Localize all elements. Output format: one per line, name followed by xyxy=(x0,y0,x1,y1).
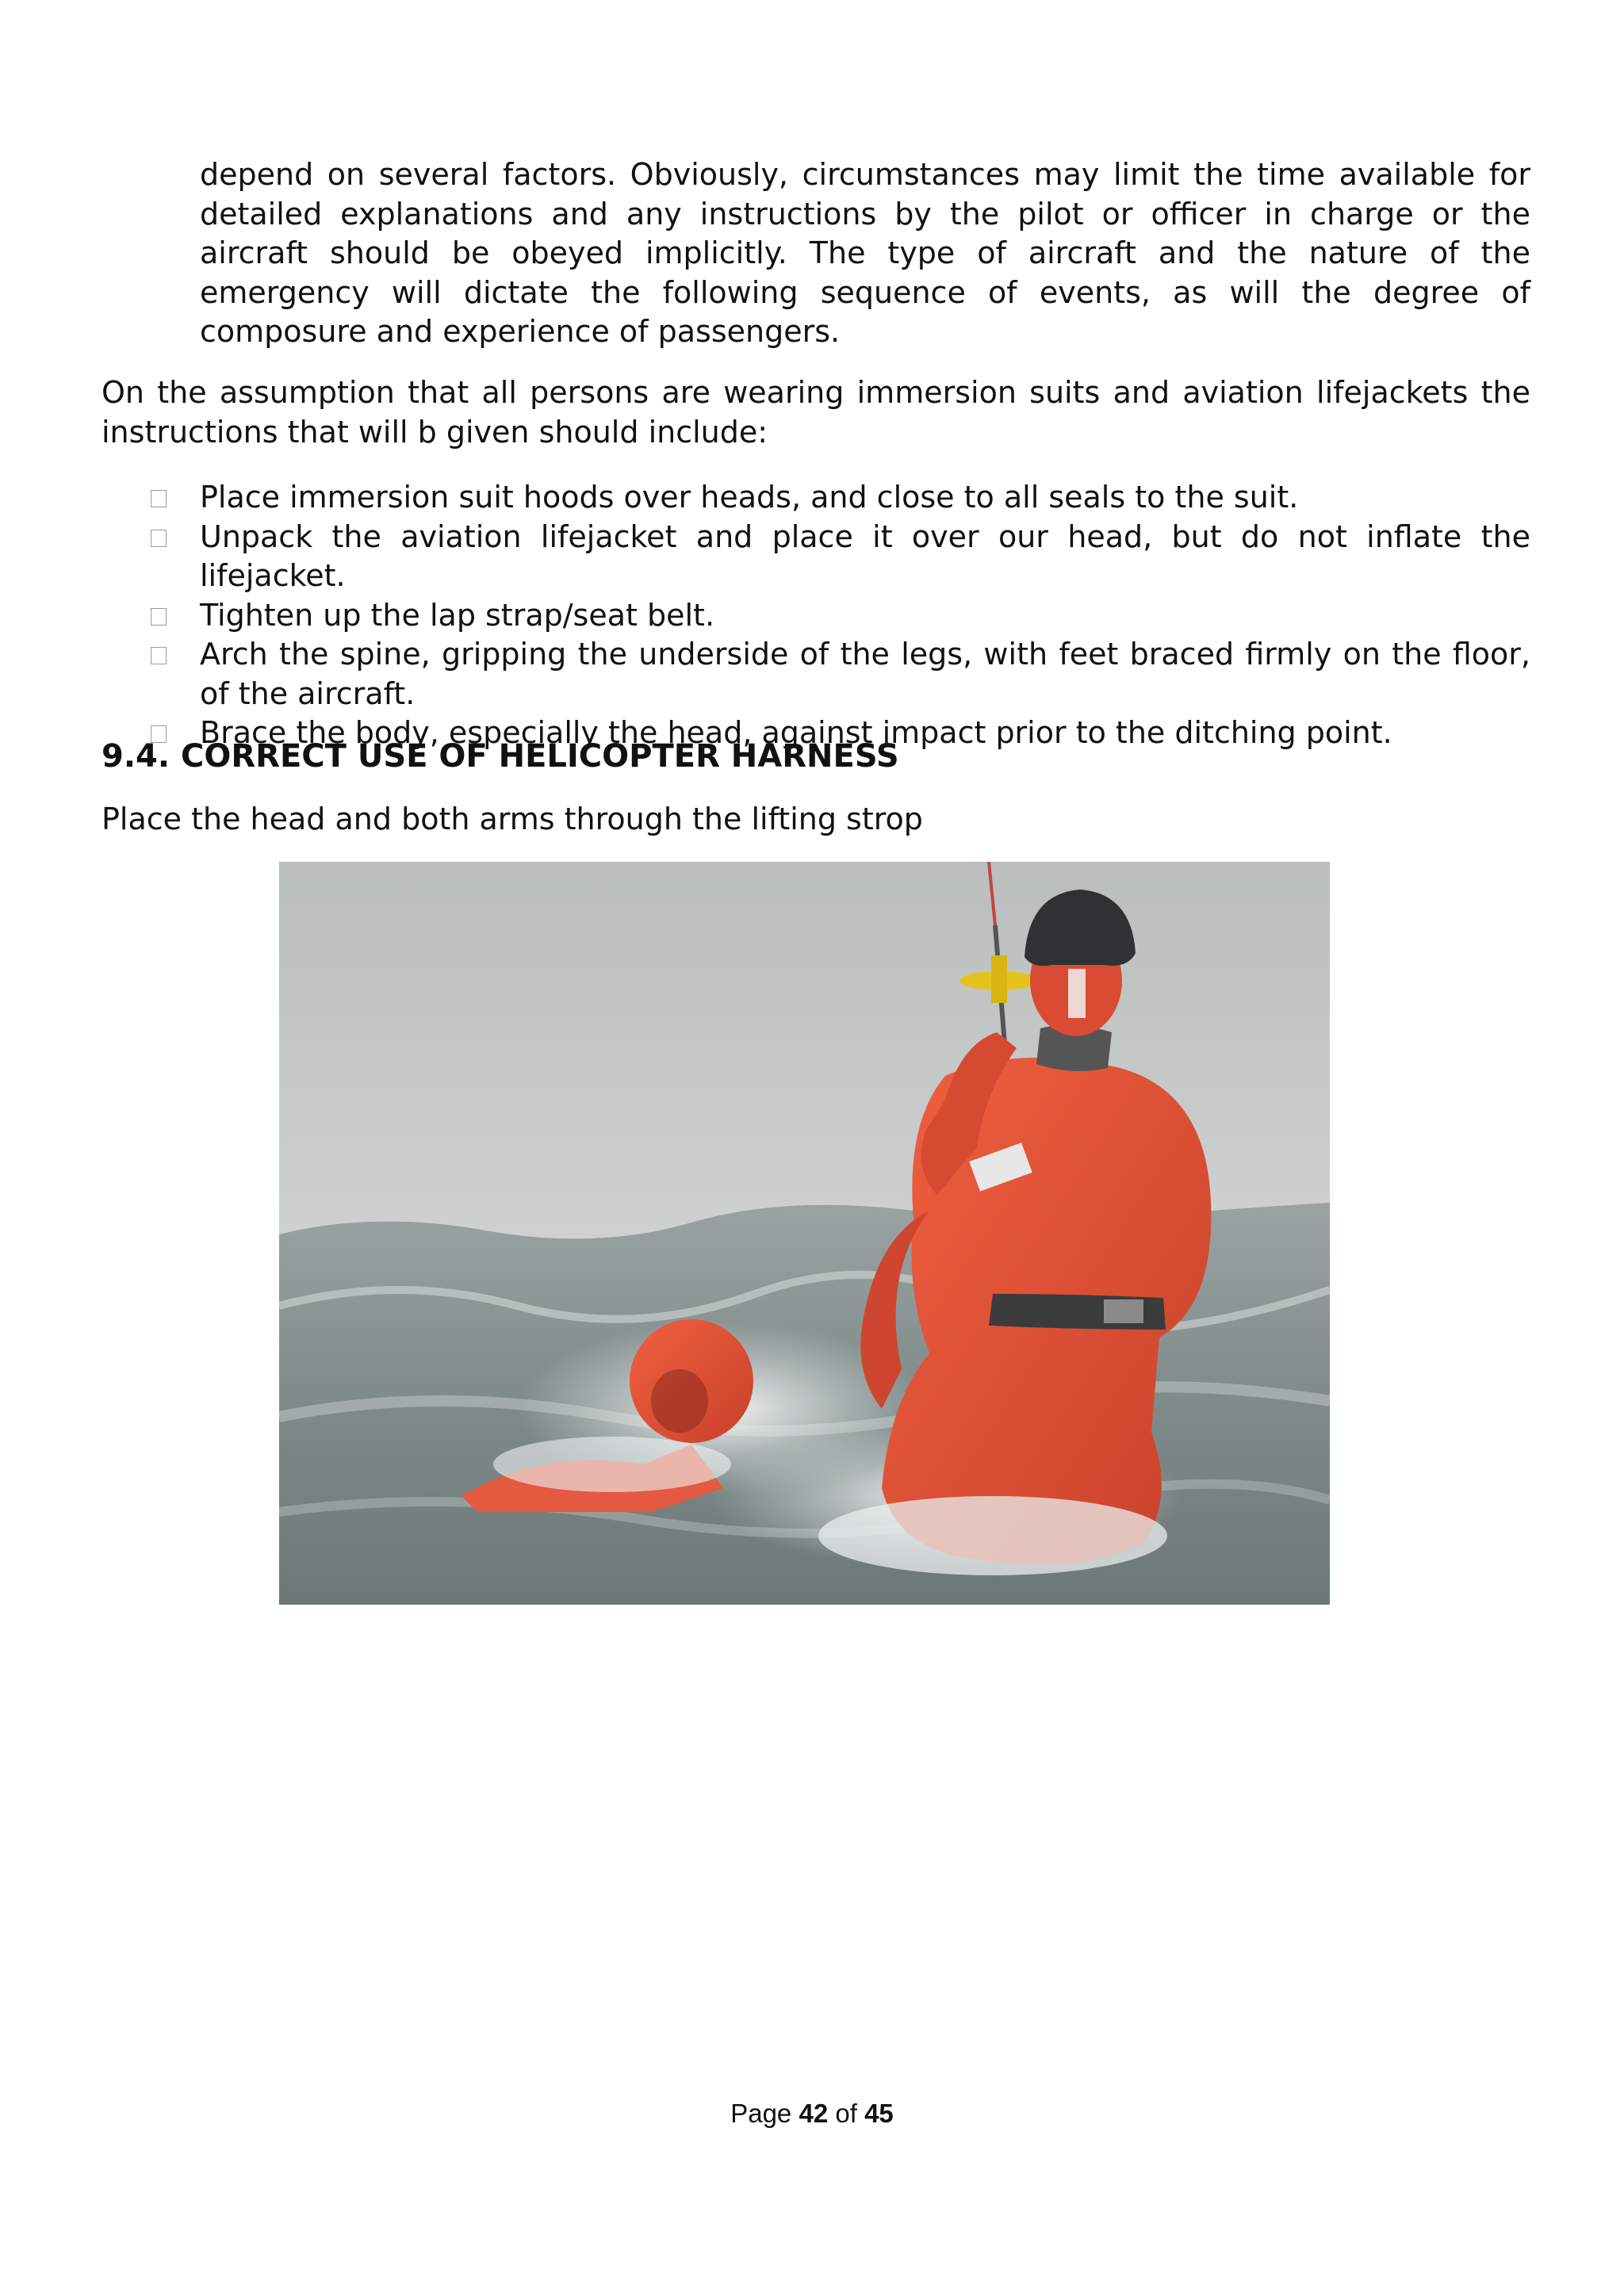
list-item-text: Brace the body, especially the head, against impact prior to the ditching point. xyxy=(200,715,1392,750)
bullet-square-icon xyxy=(151,530,167,547)
page-label: Page xyxy=(730,2099,792,2128)
page-footer xyxy=(0,2096,1624,2131)
section-text: Place the head and both arms through the lifting strop xyxy=(102,802,923,836)
list-item-text: Place immersion suit hoods over heads, and close to all seals to the suit. xyxy=(200,480,1299,515)
rescue-illustration xyxy=(279,862,1330,1605)
bullet-square-icon xyxy=(151,490,167,507)
list-item xyxy=(102,635,1530,714)
continued-paragraph: depend on several factors. Obviously, circumstances may limit the time available for detailed explanations and any instructions by the pilot or officer in charge or the aircraft should be obeyed implicitly. The type of aircraft and the nature of the emergency will dictate the following sequence of events, as will the degree of composure and experience of passengers. xyxy=(200,157,1530,349)
list-item xyxy=(102,596,1530,636)
page-number: 42 xyxy=(799,2099,829,2128)
total-pages: 45 xyxy=(864,2099,894,2128)
list-item-text: Tighten up the lap strap/seat belt. xyxy=(200,597,715,633)
instruction-list xyxy=(102,478,1530,753)
section-heading: 9.4. CORRECT USE OF HELICOPTER HARNESS xyxy=(102,738,899,775)
list-item xyxy=(102,478,1530,518)
bullet-square-icon xyxy=(151,608,167,626)
of-label: of xyxy=(835,2099,857,2128)
helicopter-rescue-photo xyxy=(279,862,1330,1605)
list-item xyxy=(102,518,1530,596)
list-item-text: Arch the spine, gripping the underside of the legs, with feet braced firmly on the floor, of the aircraft. xyxy=(200,637,1530,711)
bullet-square-icon xyxy=(151,647,167,664)
list-item-text: Unpack the aviation lifejacket and place it over our head, but do not inflate the lifejacket. xyxy=(200,519,1530,593)
assumption-paragraph: On the assumption that all persons are wearing immersion suits and aviation lifejackets the instructions that will b given should include: xyxy=(102,375,1530,450)
